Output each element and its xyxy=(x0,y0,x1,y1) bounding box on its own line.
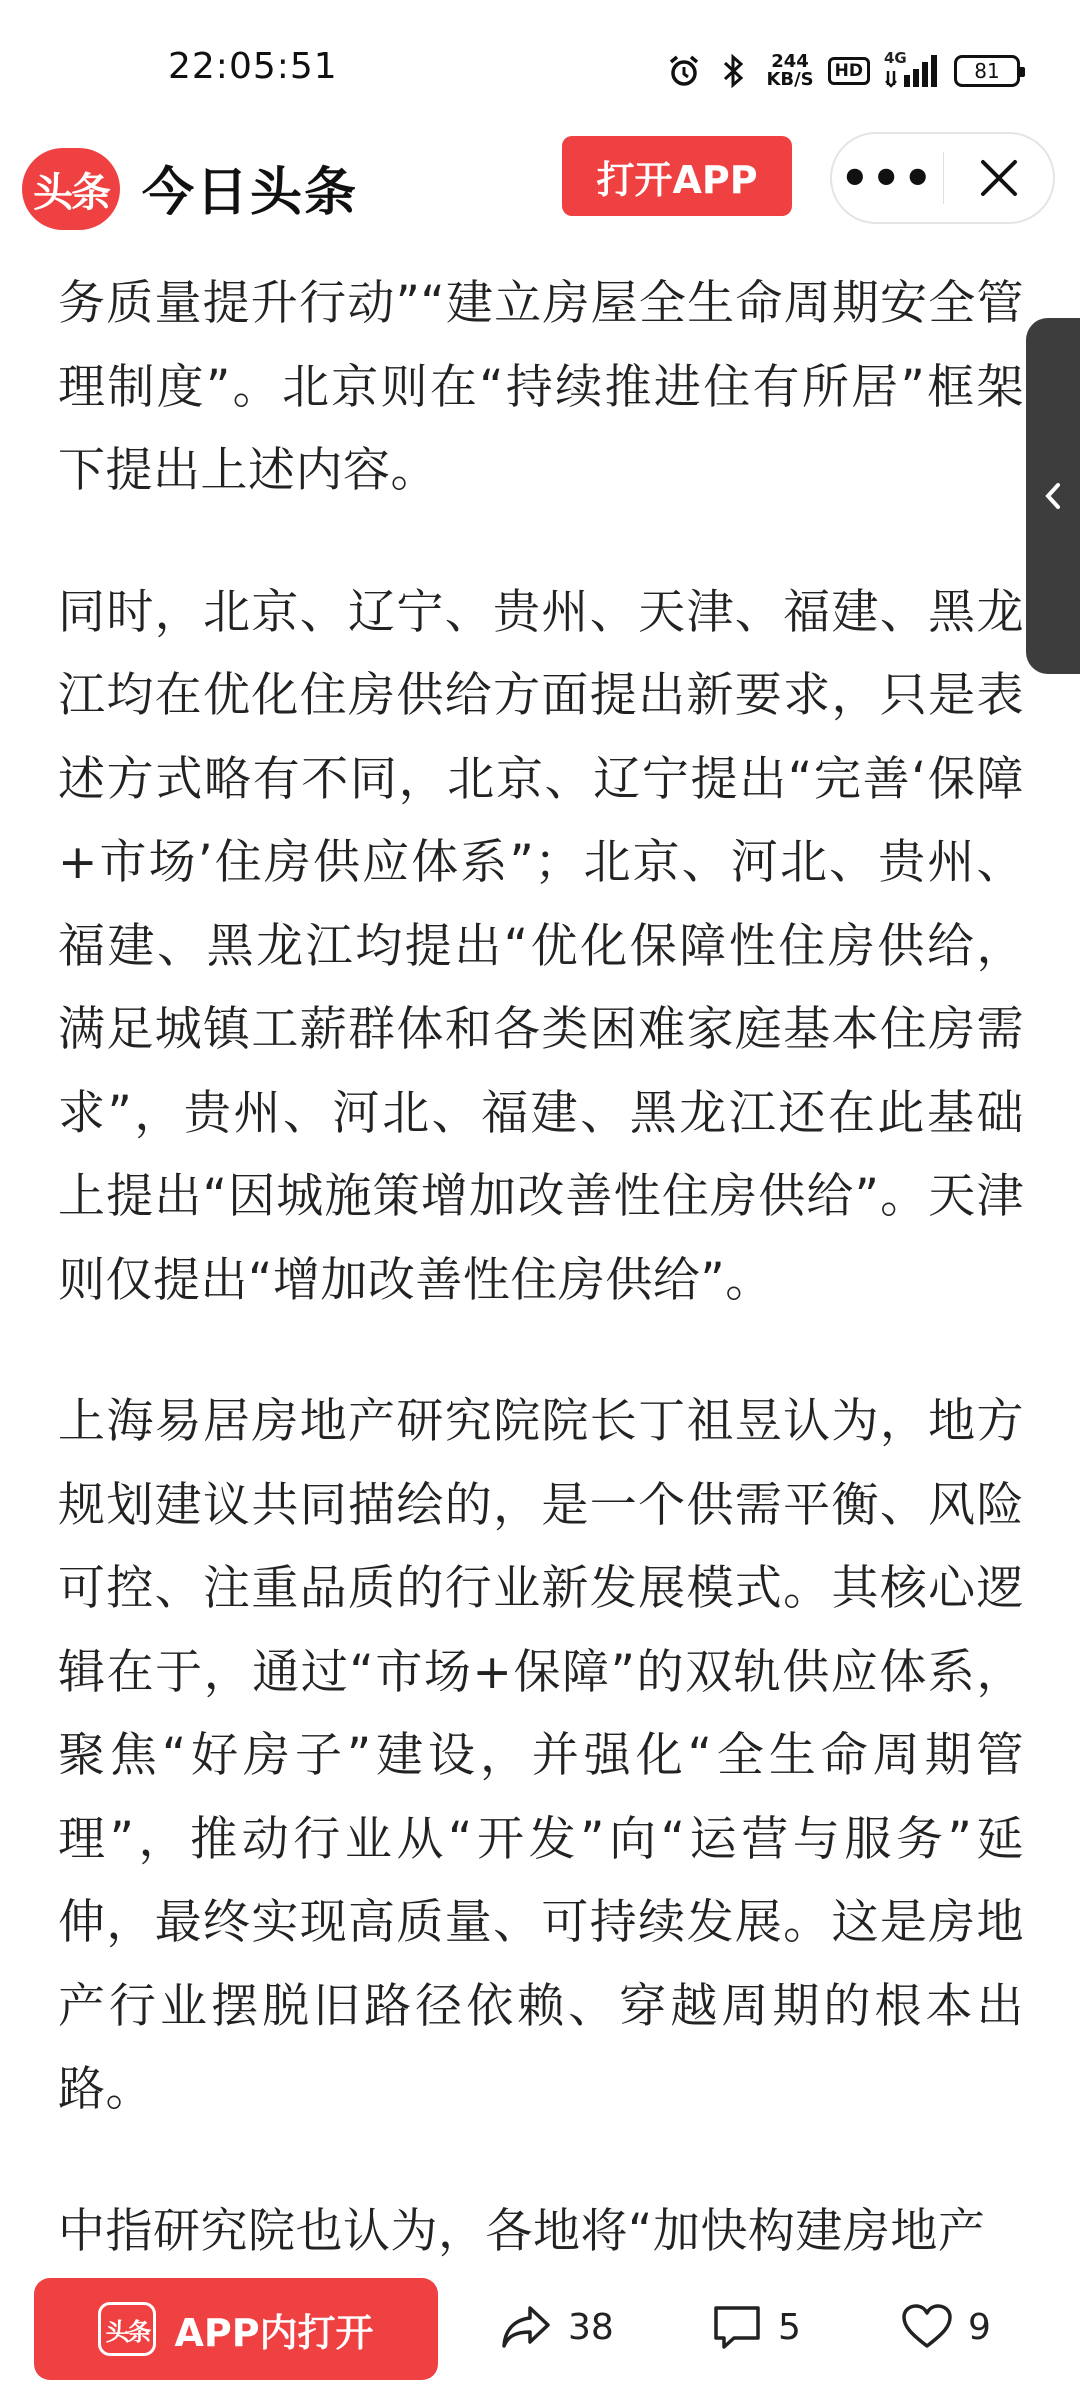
heart-icon xyxy=(900,2302,954,2352)
more-button[interactable]: ••• xyxy=(840,151,935,205)
app-header xyxy=(0,130,1080,230)
mini-program-capsule xyxy=(830,132,1055,224)
like-count: 9 xyxy=(968,2306,991,2348)
article-paragraph: 中指研究院也认为，各地将“加快构建房地产 xyxy=(58,2203,986,2259)
share-button[interactable] xyxy=(500,2292,614,2362)
close-button[interactable] xyxy=(944,132,1053,224)
open-in-app-label: APP内打开 xyxy=(174,2310,374,2355)
comment-icon xyxy=(710,2302,764,2352)
network-type: 4G xyxy=(884,49,907,67)
toutiao-logo: 头条 xyxy=(22,148,120,230)
bluetooth-icon xyxy=(716,53,752,89)
like-button[interactable] xyxy=(900,2292,991,2362)
open-app-button[interactable]: 打开APP xyxy=(562,136,792,216)
bottom-action-bar xyxy=(0,2262,1080,2400)
battery-indicator: 81 xyxy=(954,55,1020,87)
network-speed xyxy=(766,53,813,89)
close-icon xyxy=(977,156,1021,200)
article-paragraph: 同时，北京、辽宁、贵州、天津、福建、黑龙江均在优化住房供给方面提出新要求，只是表述方式略有不同，北京、辽宁提出“完善‘保障+市场’住房供应体系”；北京、河北、贵州、福建、黑龙江均提出“优化保障性住房供给，满足城镇工薪群体和各类困难家庭基本住房需求”，贵州、河北、福建、黑龙江还在此基础上提出“因城施策增加改善性住房供给”。天津则仅提出“增加改善性住房供给”。 xyxy=(58,584,1024,1308)
status-time: 22:05:51 xyxy=(168,46,338,87)
status-icons xyxy=(666,46,1020,96)
article-paragraph: 务质量提升行动”“建立房屋全生命周期安全管理制度”。北京则在“持续推进住有所居”框架下提出上述内容。 xyxy=(58,276,1024,498)
chevron-left-icon xyxy=(1041,480,1065,512)
hd-badge: HD xyxy=(828,57,870,85)
alarm-icon xyxy=(666,53,702,89)
status-bar xyxy=(0,0,1080,130)
network-speed-unit: KB/S xyxy=(766,69,814,90)
share-icon xyxy=(500,2302,554,2352)
signal-icon xyxy=(884,49,940,89)
comment-count: 5 xyxy=(778,2306,801,2348)
article-body xyxy=(58,262,1024,2262)
open-in-app-button[interactable] xyxy=(34,2278,438,2380)
article-paragraph: 上海易居房地产研究院院长丁祖昱认为，地方规划建议共同描绘的，是一个供需平衡、风险可控、注重品质的行业新发展模式。其核心逻辑在于，通过“市场+保障”的双轨供应体系，聚焦“好房子”建设，并强化“全生命周期管理”，推动行业从“开发”向“运营与服务”延伸，最终实现高质量、可持续发展。这是房地产行业摆脱旧路径依赖、穿越周期的根本出路。 xyxy=(58,1394,1024,2117)
brand-name: 今日头条 xyxy=(142,163,359,223)
comment-button[interactable] xyxy=(710,2292,801,2362)
side-panel-handle[interactable] xyxy=(1026,318,1080,674)
network-speed-value: 244 xyxy=(771,51,809,72)
toutiao-mini-logo: 头条 xyxy=(98,2302,156,2356)
share-count: 38 xyxy=(568,2306,614,2348)
